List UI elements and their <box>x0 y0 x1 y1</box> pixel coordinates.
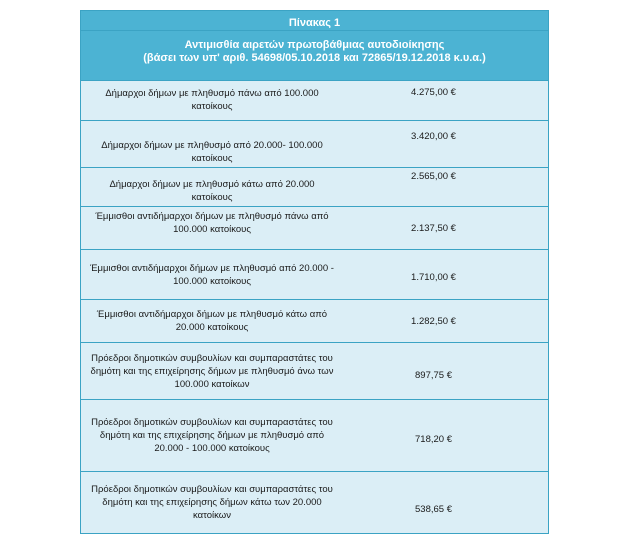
row-value: 3.420,00 € <box>411 131 456 142</box>
row-value: 2.137,50 € <box>411 222 456 234</box>
subtitle-line-2: (βάσει των υπ' αριθ. 54698/05.10.2018 και 72865/19.12.2018 κ.υ.α.) <box>143 52 486 64</box>
row-label: Δήμαρχοι δήμων με πληθυσμό πάνω από 100.000 κατοίκους <box>105 88 319 112</box>
row-label: Δήμαρχοι δήμων με πληθυσμό κάτω από 20.000 κατοίκους <box>109 179 315 203</box>
row-label: Έμμισθοι αντιδήμαρχοι δήμων με πληθυσμό πάνω από 100.000 κατοίκους <box>95 211 329 235</box>
row-label: Έμμισθοι αντιδήμαρχοι δήμων με πληθυσμό κάτω από 20.000 κατοίκους <box>96 309 328 333</box>
row-label: Πρόεδροι δημοτικών συμβουλίων και συμπαραστάτες του δημότη και της επιχείρησης δήμων κάτω των 20.000 κατοίκων <box>91 484 333 521</box>
row-value: 718,20 € <box>415 434 452 445</box>
table-header <box>81 11 548 81</box>
row-value: 538,65 € <box>415 504 452 515</box>
row-label: Έμμισθοι αντιδήμαρχοι δήμων με πληθυσμό από 20.000 - 100.000 κατοίκους <box>90 262 334 287</box>
table-row <box>81 207 548 250</box>
table-row <box>81 250 548 300</box>
table-row <box>81 300 548 343</box>
table-row <box>81 81 548 121</box>
row-value: 4.275,00 € <box>411 87 456 98</box>
table-subtitle <box>81 31 548 80</box>
row-value: 2.565,00 € <box>411 171 456 182</box>
subtitle-line-1: Αντιμισθία αιρετών πρωτοβάθμιας αυτοδιοίκησης <box>184 39 445 51</box>
table-row <box>81 472 548 534</box>
row-value: 1.710,00 € <box>411 272 456 283</box>
row-label: Πρόεδροι δημοτικών συμβουλίων και συμπαραστάτες του δημότη και της επιχείρησης δήμων με πληθυσμό άνω των 100.000 κατοίκων <box>90 352 334 390</box>
row-label: Πρόεδροι δημοτικών συμβουλίων και συμπαραστάτες του δημότη και της επιχείρησης δήμων με πληθυσμό από 20.000 - 100.000 κατοίκους <box>91 417 333 454</box>
table-row <box>81 121 548 168</box>
table-title: Πίνακας 1 <box>81 11 548 31</box>
table-row <box>81 343 548 400</box>
row-label: Δήμαρχοι δήμων με πληθυσμό από 20.000- 100.000 κατοίκους <box>101 140 323 164</box>
table-row <box>81 168 548 207</box>
row-value: 1.282,50 € <box>411 315 456 327</box>
table-row <box>81 400 548 472</box>
row-value: 897,75 € <box>415 369 452 381</box>
salary-table <box>80 10 549 534</box>
